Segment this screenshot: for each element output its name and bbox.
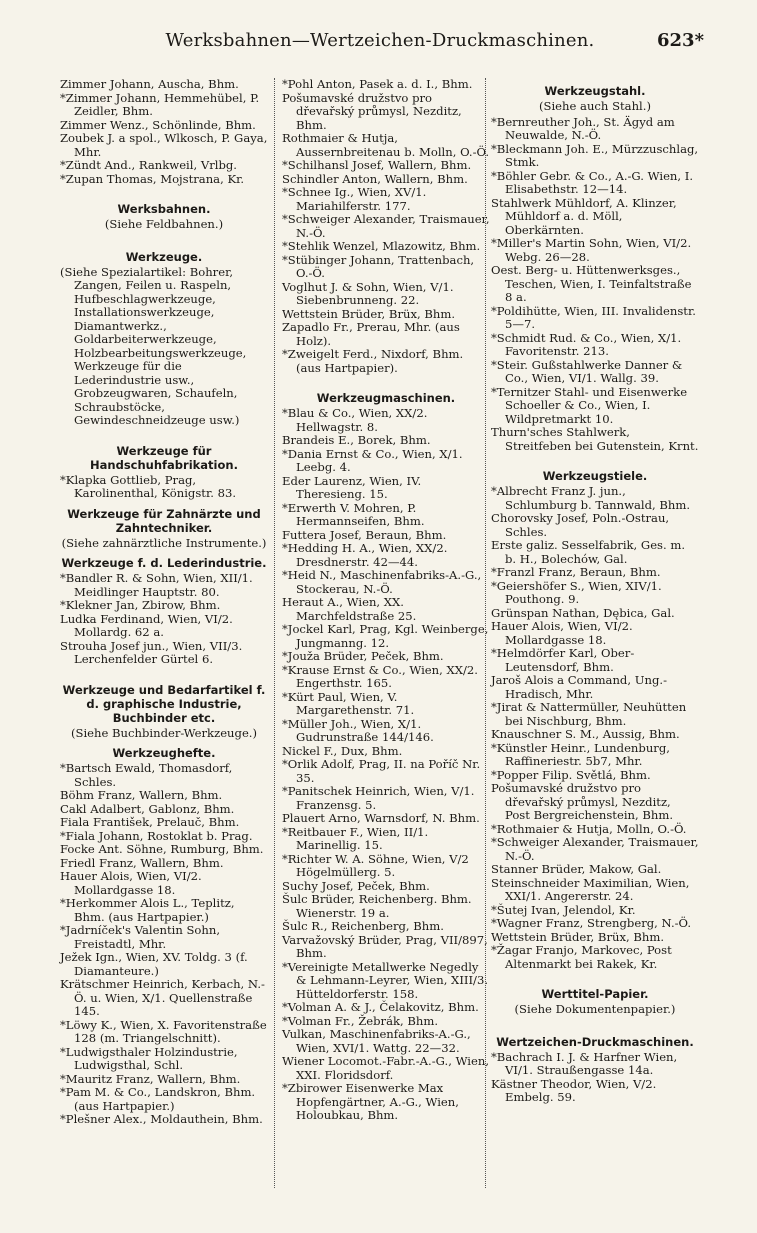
directory-entry: Eder Laurenz, Wien, IV. Theresieng. 15. <box>282 473 422 501</box>
directory-entry: *Schnee Ig., Wien, XV/1. Mariahilferstr. 177. <box>282 185 427 213</box>
directory-entry: Grünspan Nathan, Dębica, Gal. <box>491 605 675 620</box>
directory-entry: *Richter W. A. Söhne, Wien, V/2 Högelmüllerg. 5. <box>282 851 469 879</box>
directory-entry: Ježek Ign., Wien, XV. Toldg. 3 (f. Diamanteure.) <box>60 950 248 978</box>
cross-reference: (Siehe Feldbahnen.) <box>104 217 224 231</box>
column-right <box>491 78 699 1105</box>
directory-entry: *Dania Ernst & Co., Wien, X/1. Leebg. 4. <box>282 446 463 474</box>
directory-entry: *Schmidt Rud. & Co., Wien, X/1. Favoritenstr. 213. <box>491 330 682 358</box>
spacer <box>60 234 268 244</box>
directory-entry: *Heid N., Maschinenfabriks-A.-G., Stockerau, N.-Ö. <box>282 568 482 596</box>
section-heading: Werkzeuge für Zahnärzte und Zahntechniker. <box>67 506 261 535</box>
directory-entry: *Volman A. & J., Čelakovitz, Bhm. <box>282 1000 479 1014</box>
directory-entry: *Erwerth V. Mohren, P. Hermannseifen, Bhm. <box>282 500 425 528</box>
directory-entry: *Reitbauer F., Wien, II/1. Marinellig. 15. <box>282 824 429 852</box>
directory-entry: *Wagner Franz, Strengberg, N.-Ö. <box>491 916 692 930</box>
spacer <box>60 186 268 196</box>
directory-entry: *Bleckmann Joh. E., Mürzzuschlag, Stmk. <box>491 141 699 169</box>
directory-entry: Cakl Adalbert, Gablonz, Bhm. <box>60 801 235 816</box>
cross-reference: (Siehe zahnärztliche Instrumente.) <box>61 535 267 550</box>
section-heading: Werkzeuge. <box>125 249 203 264</box>
directory-entry: Oest. Berg- u. Hüttenwerksges., Teschen, Wien, I. Teinfaltstraße 8 a. <box>491 263 692 304</box>
directory-entry: Erste galiz. Sesselfabrik, Ges. m. b. H., Bolechów, Gal. <box>491 538 686 566</box>
directory-entry: *Bartsch Ewald, Thomasdorf, Schles. <box>60 761 233 789</box>
directory-entry: *Popper Filip. Světlá, Bhm. <box>491 767 651 782</box>
directory-entry: Šulc Brüder, Reichenberg. Bhm. Wienerstr. 19 a. <box>282 892 472 920</box>
directory-entry: *Bandler R. & Sohn, Wien, XII/1. Meidlinger Hauptstr. 80. <box>60 571 253 599</box>
section-heading: Werkzeughefte. <box>112 746 216 760</box>
directory-entry: *Künstler Heinr., Lundenburg, Raffineriestr. 5b7, Mhr. <box>491 740 670 768</box>
directory-entry: *Zupan Thomas, Mojstrana, Kr. <box>60 171 245 186</box>
spacer <box>491 971 699 981</box>
directory-entry: *Jirat & Nattermüller, Neuhütten bei Nischburg, Bhm. <box>491 700 687 728</box>
section-heading: Wertzeichen-Druckmaschinen. <box>496 1034 694 1049</box>
directory-entry: *Stehlik Wenzel, Mlazowitz, Bhm. <box>282 239 481 253</box>
directory-entry: *Löwy K., Wien, X. Favoritenstraße 128 (m. Triangelschnitt). <box>60 1017 267 1045</box>
directory-entry: *Klapka Gottlieb, Prag, Karolinenthal, Königstr. 83. <box>60 472 237 500</box>
directory-entry: Voglhut J. & Sohn, Wien, V/1. Siebenbrunneng. 22. <box>282 279 454 307</box>
directory-entry: *Helmdörfer Karl, Ober-Leutensdorf, Bhm. <box>491 646 635 674</box>
cross-reference: (Siehe Buchbinder-Werkzeuge.) <box>70 725 258 740</box>
directory-entry: *Zweigelt Ferd., Nixdorf, Bhm. (aus Hartpapier). <box>282 347 464 375</box>
directory-entry: *Schweiger Alexander, Traismauer, N.-Ö. <box>491 835 699 863</box>
directory-entry: Stahlwerk Mühldorf, A. Klinzer, Mühldorf a. d. Möll, Oberkärnten. <box>491 195 677 237</box>
page-header <box>60 30 704 54</box>
directory-entry: (Siehe Spezialartikel: Bohrer, Zangen, Feilen u. Raspeln, Hufbeschlagwerkzeuge, Installationswerkzeuge, Diamantwerkz., Goldarbeiterwerkzeuge, Holzbearbeitungswerkzeuge, Werkzeuge für die Lederindustrie usw., Grobzeugwaren, Schaufeln, Schraubstöcke, Gewindeschneidzeuge usw.) <box>60 264 247 427</box>
directory-entry: Pošumavské družstvo pro dřevařský průmysl, Nezditz, Post Bergreichenstein, Bhm. <box>491 781 674 822</box>
directory-entry: Šulc R., Reichenberg, Bhm. <box>282 919 444 933</box>
directory-entry: Knauschner S. M., Aussig, Bhm. <box>491 727 680 741</box>
section-heading: Werkzeuge und Bedarfartikel f. d. graphische Industrie, Buchbinder etc. <box>62 682 266 725</box>
directory-entry: *Zbirower Eisenwerke Max Hopfengärtner, A.-G., Wien, Holoubkau, Bhm. <box>282 1081 459 1122</box>
directory-entry: *Jouža Brüder, Peček, Bhm. <box>282 649 444 663</box>
section-heading: Werkzeugstiele. <box>542 469 648 483</box>
spacer <box>282 375 490 385</box>
spacer <box>491 453 699 463</box>
directory-entry: Friedl Franz, Wallern, Bhm. <box>60 855 224 870</box>
directory-entry: Krätschmer Heinrich, Kerbach, N.-Ö. u. Wien, X/1. Quellenstraße 145. <box>60 977 265 1018</box>
cross-reference: (Siehe Dokumentenpapier.) <box>514 1002 676 1016</box>
column-middle <box>282 78 490 1123</box>
directory-entry: Futtera Josef, Beraun, Bhm. <box>282 527 447 542</box>
spacer <box>491 1019 699 1029</box>
directory-entry: Plauert Arno, Warnsdorf, N. Bhm. <box>282 811 480 825</box>
directory-entry: Ludka Ferdinand, Wien, VI/2. Mollardg. 62 a. <box>60 611 233 639</box>
directory-entry: *Ternitzer Stahl- und Eisenwerke Schoeller & Co., Wien, I. Wildpretmarkt 10. <box>491 384 688 426</box>
directory-entry: Brandeis E., Borek, Bhm. <box>282 433 431 447</box>
column-divider <box>274 78 275 1188</box>
directory-entry: Kästner Theodor, Wien, V/2. Embelg. 59. <box>491 1076 657 1104</box>
directory-entry: *Stübinger Johann, Trattenbach, O.-Ö. <box>282 252 475 280</box>
directory-entry: Wettstein Brüder, Brüx, Bhm. <box>491 929 665 944</box>
directory-entry: *Žagar Franjo, Markovec, Post Altenmarkt bei Rakek, Kr. <box>491 943 672 971</box>
directory-entry: *Herkommer Alois L., Teplitz, Bhm. (aus Hartpapier.) <box>60 896 235 924</box>
directory-entry: Fiala František, Prelauč, Bhm. <box>60 815 240 829</box>
directory-entry: *Orlik Adolf, Prag, II. na Poříč Nr. 35. <box>282 757 481 785</box>
directory-entry: *Franzl Franz, Beraun, Bhm. <box>491 565 661 579</box>
directory-entry: *Volman Fr., Žebrák, Bhm. <box>282 1013 439 1028</box>
directory-entry: *Plešner Alex., Moldauthein, Bhm. <box>60 1112 263 1126</box>
page-number: 623* <box>657 30 704 51</box>
directory-entry: *Poldihütte, Wien, III. Invalidenstr. 5—7. <box>491 303 696 331</box>
directory-entry: Hauer Alois, Wien, VI/2. Mollardgasse 18. <box>491 619 633 647</box>
directory-entry: Jaroš Alois a Command, Ung.-Hradisch, Mhr. <box>491 673 667 701</box>
directory-entry: *Šutej Ivan, Jelendol, Kr. <box>491 902 636 917</box>
section-heading: Werkzeuge für Handschuhfabrikation. <box>90 443 238 472</box>
cross-reference: (Siehe auch Stahl.) <box>539 99 651 113</box>
directory-entry: Nickel F., Dux, Bhm. <box>282 743 403 758</box>
directory-entry: Rothmaier & Hutja, Aussernbreitenau b. Molln, O.-Ö. <box>282 131 490 159</box>
directory-entry: *Panitschek Heinrich, Wien, V/1. Franzensg. 5. <box>282 784 475 812</box>
directory-entry: Vulkan, Maschinenfabriks-A.-G., Wien, XVI/1. Wattg. 22—32. <box>282 1027 471 1055</box>
directory-entry: *Hedding H. A., Wien, XX/2. Dresdnerstr. 42—44. <box>282 541 448 569</box>
directory-entry: *Schilhansl Josef, Wallern, Bhm. <box>282 158 472 172</box>
section-heading: Werksbahnen. <box>117 202 211 216</box>
directory-entry: *Zündt And., Rankweil, Vrlbg. <box>60 158 237 172</box>
directory-entry: *Kürt Paul, Wien, V. Margarethenstr. 71. <box>282 689 415 717</box>
directory-entry: Wiener Locomot.-Fabr.-A.-G., Wien, XXI. Floridsdorf. <box>282 1054 489 1082</box>
directory-entry: *Rothmaier & Hutja, Molln, O.-Ö. <box>491 821 687 836</box>
spacer <box>60 428 268 438</box>
directory-entry: Zimmer Wenz., Schönlinde, Bhm. <box>60 117 256 132</box>
section-heading: Werkzeugstahl. <box>544 84 646 98</box>
directory-entry: *Pam M. & Co., Landskron, Bhm. (aus Hartpapier.) <box>60 1085 256 1113</box>
column-left <box>60 78 268 1127</box>
directory-entry: Böhm Franz, Wallern, Bhm. <box>60 788 223 802</box>
directory-entry: Zoubek J. a spol., Wlkosch, P. Gaya, Mhr. <box>60 131 268 159</box>
directory-entry: *Bernreuther Joh., St. Ägyd am Neuwalde, N.-Ö. <box>491 114 675 142</box>
directory-entry: *Jadrníček's Valentin Sohn, Freistadtl, Mhr. <box>60 923 221 951</box>
directory-entry: Zapadlo Fr., Prerau, Mhr. (aus Holz). <box>282 320 460 348</box>
directory-entry: *Ludwigsthaler Holzindustrie, Ludwigsthal, Schl. <box>60 1044 238 1072</box>
directory-entry: Stanner Brüder, Makow, Gal. <box>491 862 662 876</box>
directory-entry: Hauer Alois, Wien, VI/2. Mollardgasse 18. <box>60 869 202 897</box>
directory-entry: Heraut A., Wien, XX. Marchfeldstraße 25. <box>282 595 417 623</box>
directory-entry: *Fiala Johann, Rostoklat b. Prag. <box>60 828 253 843</box>
directory-entry: Wettstein Brüder, Brüx, Bhm. <box>282 306 456 321</box>
directory-entry: *Jockel Karl, Prag, Kgl. Weinberge, Jungmanng. 12. <box>282 622 489 650</box>
directory-entry: Strouha Josef jun., Wien, VII/3. Lerchenfelder Gürtel 6. <box>60 638 243 666</box>
directory-entry: *Krause Ernst & Co., Wien, XX/2. Engerthstr. 165. <box>282 662 478 690</box>
directory-entry: *Schweiger Alexander, Traismauer, N.-Ö. <box>282 212 490 240</box>
directory-entry: Thurn'sches Stahlwerk, Streitfeben bei Gutenstein, Krnt. <box>491 425 699 453</box>
section-heading: Werttitel-Papier. <box>541 987 649 1001</box>
directory-entry: *Klekner Jan, Zbirow, Bhm. <box>60 598 221 612</box>
directory-entry: *Blau & Co., Wien, XX/2. Hellwagstr. 8. <box>282 406 428 434</box>
directory-entry: *Geiershöfer S., Wien, XIV/1. Pouthong. 9. <box>491 578 662 606</box>
directory-entry: Schindler Anton, Wallern, Bhm. <box>282 171 468 186</box>
directory-entry: *Albrecht Franz J. jun., Schlumburg b. Tannwald, Bhm. <box>491 484 691 512</box>
directory-entry: Focke Ant. Söhne, Rumburg, Bhm. <box>60 842 264 856</box>
directory-entry: Steinschneider Maximilian, Wien, XXI/1. Angererstr. 24. <box>491 875 690 903</box>
directory-entry: Varvažovský Brüder, Prag, VII/897, Bhm. <box>282 932 488 960</box>
directory-entry: *Steir. Gußstahlwerke Danner & Co., Wien, VI/1. Wallg. 39. <box>491 357 683 385</box>
directory-entry: *Mauritz Franz, Wallern, Bhm. <box>60 1071 241 1086</box>
directory-entry: *Pohl Anton, Pasek a. d. I., Bhm. <box>282 77 473 91</box>
column-divider <box>485 78 486 1188</box>
directory-entry: Zimmer Johann, Auscha, Bhm. <box>60 77 239 91</box>
section-heading: Werkzeugmaschinen. <box>316 391 456 405</box>
directory-entry: Chorovsky Josef, Poln.-Ostrau, Schles. <box>491 511 670 539</box>
directory-entry: *Böhler Gebr. & Co., A.-G. Wien, I. Elisabethstr. 12—14. <box>491 168 694 196</box>
section-heading: Werkzeuge f. d. Lederindustrie. <box>61 556 267 570</box>
directory-entry: *Bachrach I. J. & Harfner Wien, VI/1. Straußengasse 14a. <box>491 1049 678 1077</box>
directory-entry: *Müller Joh., Wien, X/1. Gudrunstraße 144/146. <box>282 716 434 744</box>
directory-entry: *Miller's Martin Sohn, Wien, VI/2. Webg. 26—28. <box>491 236 692 264</box>
running-title: Werksbahnen—Wertzeichen-Druckmaschinen. <box>165 30 595 51</box>
directory-entry: Pošumavské družstvo pro dřevařský průmysl, Nezditz, Bhm. <box>282 90 462 132</box>
directory-entry: Suchy Josef, Peček, Bhm. <box>282 878 430 893</box>
spacer <box>60 667 268 677</box>
directory-entry: *Zimmer Johann, Hemmehübel, P. Zeidler, Bhm. <box>60 90 260 118</box>
directory-entry: *Vereinigte Metallwerke Negedly & Lehmann-Leyrer, Wien, XIII/3. Hütteldorferstr. 158. <box>282 959 489 1001</box>
